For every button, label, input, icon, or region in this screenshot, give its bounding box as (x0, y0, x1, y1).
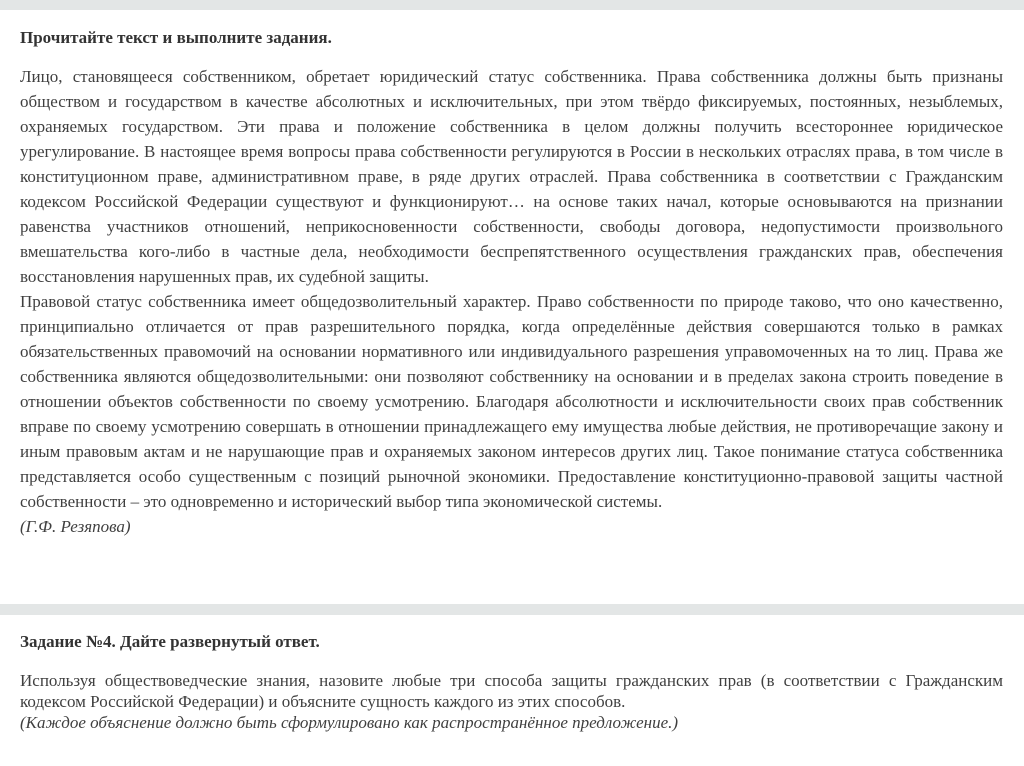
top-separator (0, 0, 1024, 10)
passage-author: (Г.Ф. Резяпова) (20, 517, 131, 536)
task-heading: Задание №4. Дайте развернутый ответ. (20, 632, 320, 651)
section-separator (0, 604, 1024, 615)
passage-paragraph-2: Правовой статус собственника имеет общедозволительный характер. Право собственности по природе таково, что оно качественно, принципиально отличается от прав разрешительного порядка, когда определённые действия совершаются только в рамках обязательственных правомочий на основании нормативного или индивидуального разрешения управомоченных на то лиц. Права же собственника являются общедозволительными: они позволяют собственнику на основании и в пределах закона строить поведение в отношении объектов собственности по своему усмотрению. Благодаря абсолютности и исключительности своих прав собственник вправе по своему усмотрению совершать в отношении принадлежащего ему имущества любые действия, не противоречащие закону и иным правовым актам и не нарушающие прав и охраняемых законом интересов других лиц. Такое понимание статуса собственника представляется особо существенным с позиций рыночной экономики. Предоставление конституционно-правовой защиты частной собственности – это одновременно и исторический выбор типа экономической системы. (20, 292, 1003, 511)
reading-passage (20, 27, 1003, 539)
passage-heading: Прочитайте текст и выполните задания. (20, 28, 332, 47)
task-note: (Каждое объяснение должно быть сформулировано как распространённое предложение.) (20, 713, 679, 732)
task-block (20, 631, 1003, 733)
passage-paragraph-1: Лицо, становящееся собственником, обретает юридический статус собственника. Права собственника должны быть признаны обществом и государством в качестве абсолютных и исключительных, при этом твёрдо фиксируемых, постоянных, незыблемых, охраняемых государством. Эти права и положение собственника в целом должны получить всестороннее юридическое урегулирование. В настоящее время вопросы права собственности регулируются в России в нескольких отраслях права, в том числе в конституционном праве, административном праве, в ряде других отраслей. Права собственника в соответствии с Гражданским кодексом Российской Федерации существуют и функционируют… на основе таких начал, которые основываются на признании равенства участников отношений, неприкосновенности собственности, свободы договора, недопустимости произвольного вмешательства кого-либо в частные дела, необходимости беспрепятственного осуществления гражданских прав, обеспечения восстановления нарушенных прав, их судебной защиты. (20, 67, 1003, 286)
task-text: Используя обществоведческие знания, назовите любые три способа защиты гражданских прав (в соответствии с Гражданским кодексом Российской Федерации) и объясните сущность каждого из этих способов. (20, 671, 1003, 711)
